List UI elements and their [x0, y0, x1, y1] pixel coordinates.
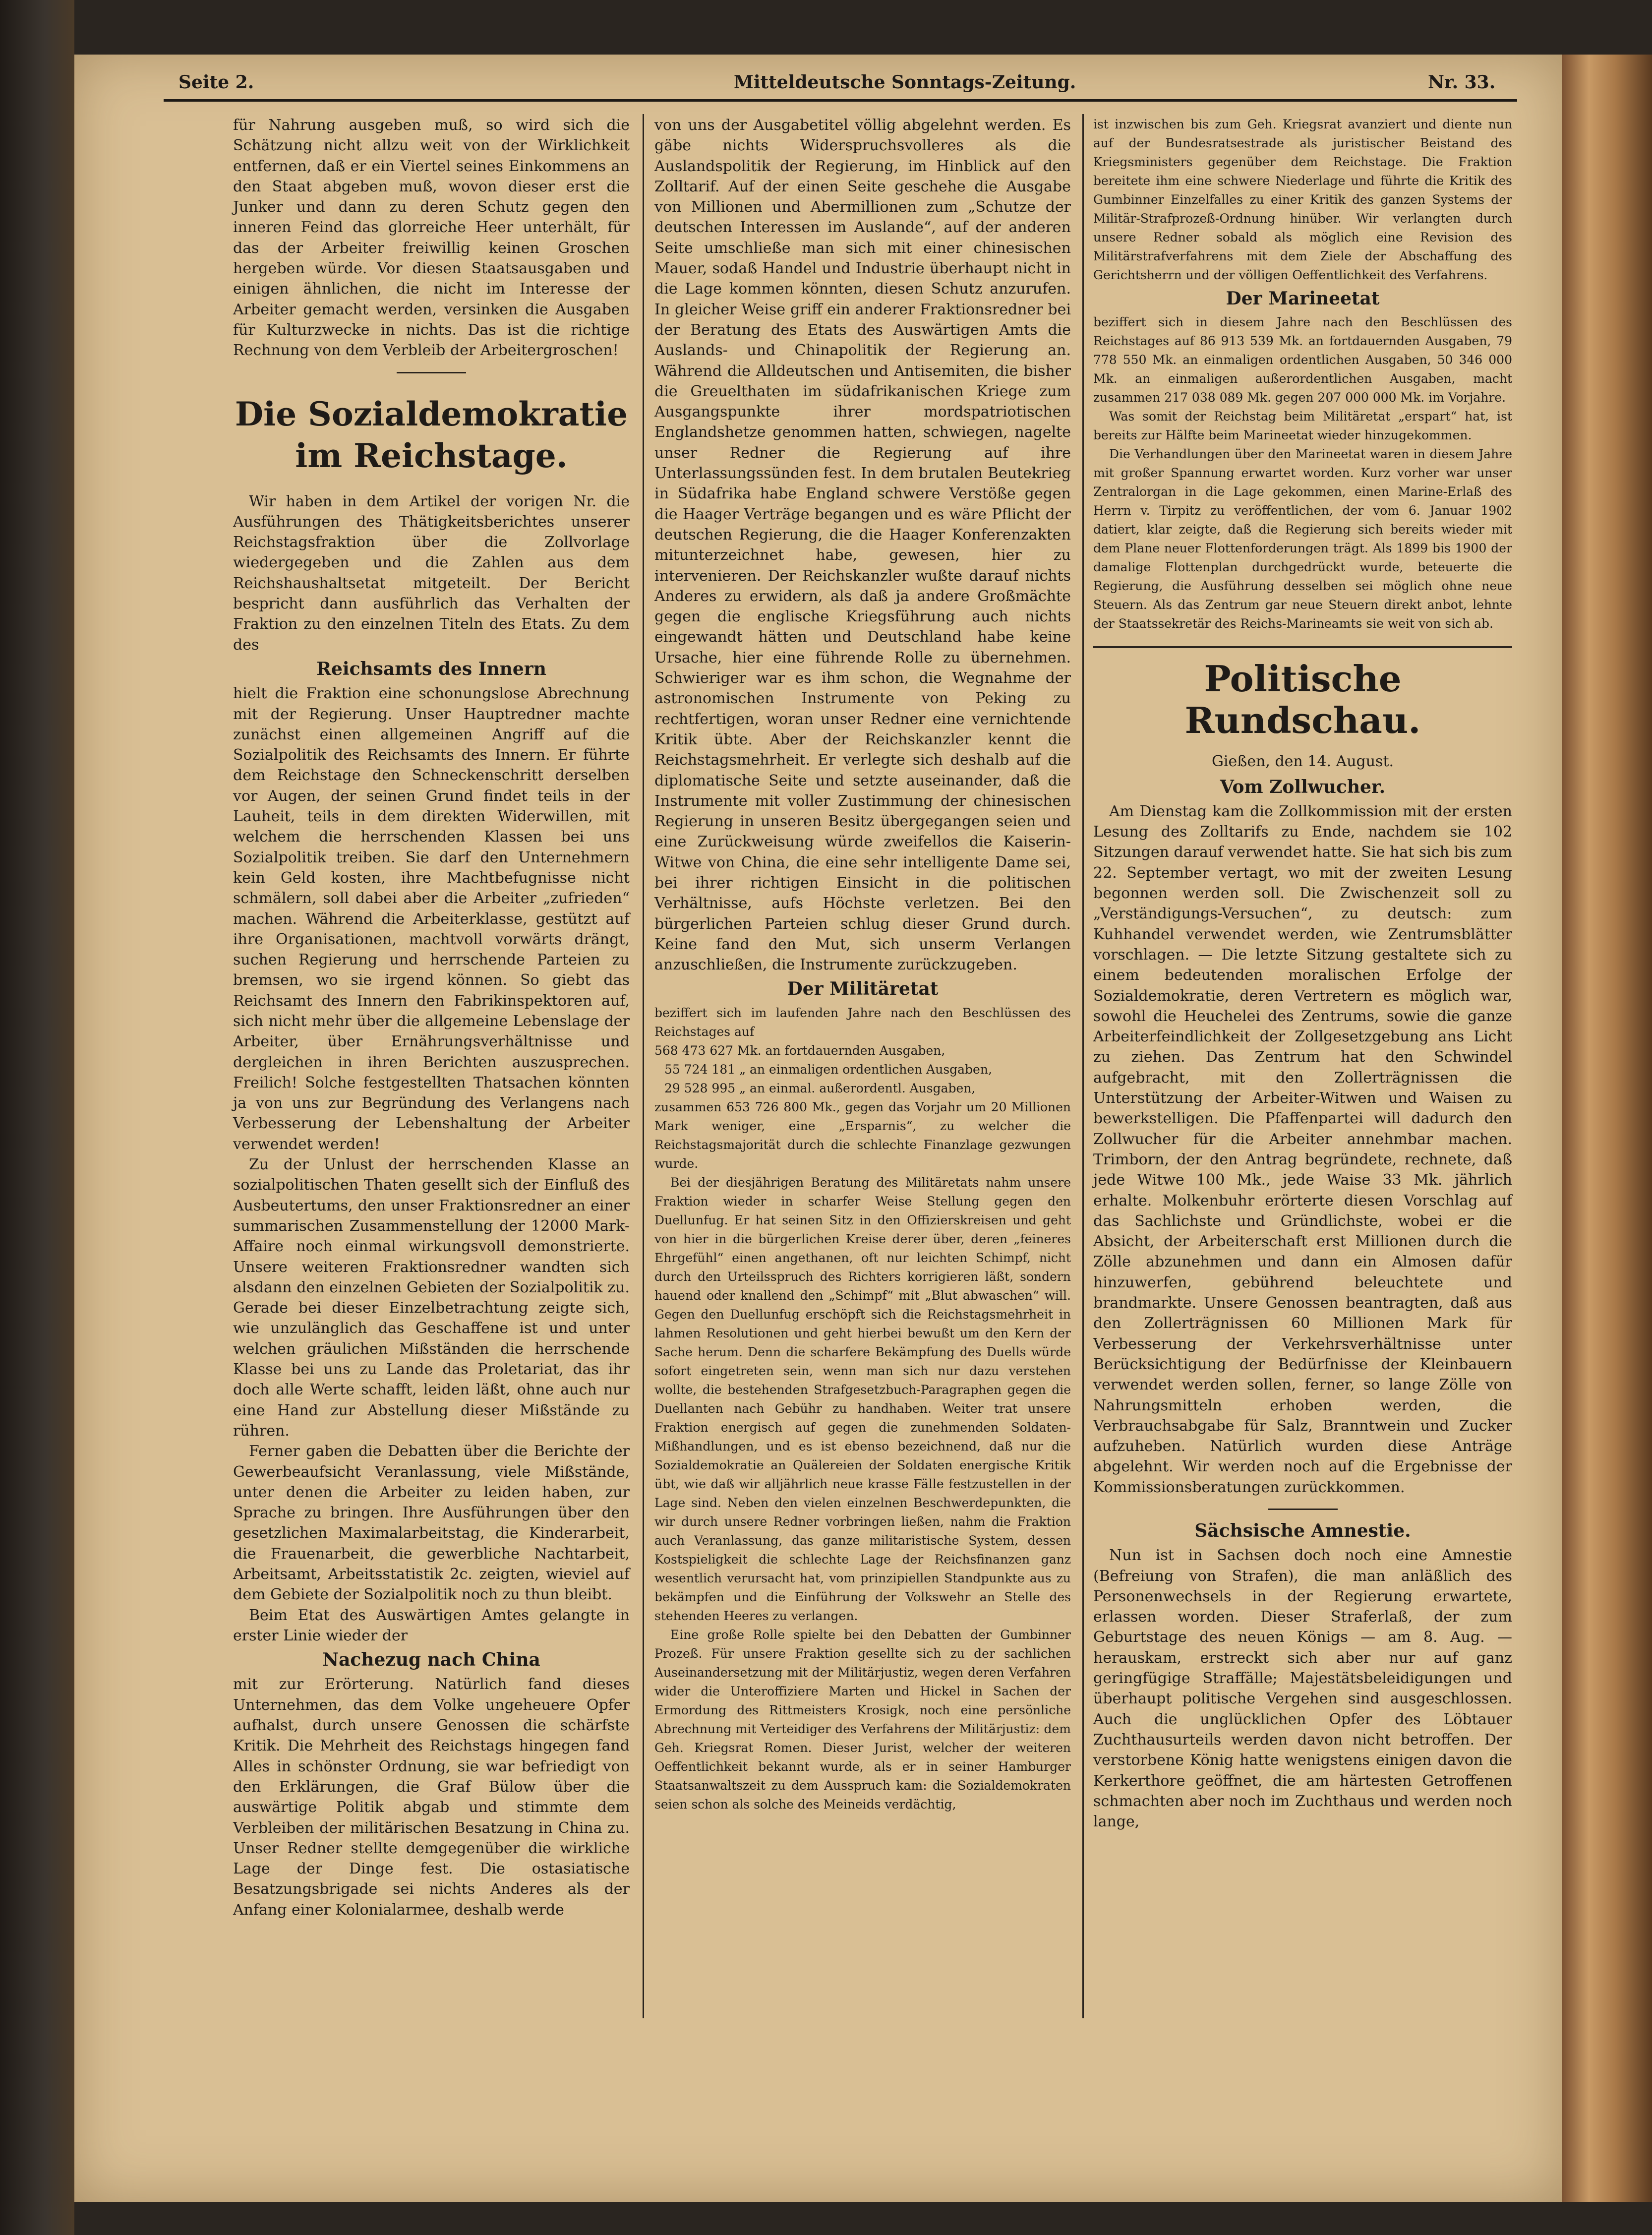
article-text: Nun ist in Sachsen doch noch eine Amnestie (Befreiung von Strafen), die man anläßlich des Personenwechsels in der Regierung erwartete, erlassen worden. Dieser Straferlaß, der zum Geburtstage des neuen Königs — am 8. Aug. — herauskam, erstreckt sich aber nur auf ganz geringfügige Straffälle; Majestätsbeleidigungen und überhaupt politische Vergehen sind ausgeschlossen. Auch die unglücklichen Opfer des Löbtauer Zuchthausurteils werden davon nicht betroffen. Der verstorbene König hatte wenigstens einigen davon die Kerkerthore geöffnet, die am härtesten Getroffenen schmachten aber noch im Zuchthaus und werden noch lange, — [1093, 1547, 1512, 1831]
article-text: Zu der Unlust der herrschenden Klasse an sozialpolitischen Thaten gesellt sich der Einfluß des Ausbeutertums, den unser Fraktionsredner an einer summarischen Zusammenstellung der 12000 Mark-Affaire noch einmal wirkungsvoll demonstrierte. Unsere weiteren Fraktionsredner wandten sich alsdann den einzelnen Gebieten der Sozialpolitik zu. Gerade bei dieser Einzelbetrachtung zeigte sich, wie unzulänglich das Geschaffene ist und unter welchen gräulichen Mißständen die herrschende Klasse bei uns zu Lande das Proletariat, das ihr doch alle Werte schafft, leiden läßt, ohne auch nur eine Hand zur Abstellung dieser Mißstände zu rühren. — [233, 1156, 630, 1440]
article-text: Beim Etat des Auswärtigen Amtes gelangte in erster Linie wieder der — [233, 1606, 630, 1644]
article-text: mit zur Erörterung. Natürlich fand dieses Unternehmen, das dem Volke ungeheuere Opfer aufhalst, durch unsere Genossen die schärfste Kritik. Die Mehrheit des Reichstags hingegen fand Alles in schönster Ordnung, sie war befriedigt von den Erklärungen, die Graf Bülow über die auswärtige Politik abgab und stimmte dem Verbleiben der militärischen Besatzung in China zu. Unser Redner stellte demgegenüber die wirkliche Lage der Dinge fest. Die ostasiatische Besatzungsbrigade sei nichts Anderes als der Anfang einer Kolonialarmee, deshalb werde — [233, 1676, 630, 1919]
article-text: hielt die Fraktion eine schonungslose Abrechnung mit der Regierung. Unser Hauptredner machte zunächst einen allgemeinen Angriff auf die Sozialpolitik des Reichsamts des Innern. Er führte dem Reichstage den Schneckenschritt derselben vor Augen, der seinen Grund findet teils in der Lauheit, teils in dem direkten Widerwillen, mit welchem die herrschenden Klassen bei uns Sozialpolitik treiben. Sie darf den Unternehmern kein Geld kosten, ihre Machtbefugnisse nicht schmälern, soll dabei aber die Arbeiter „zufrieden“ machen. Während die Arbeiterklasse, gestützt auf ihre Organisationen, machtvoll vorwärts drängt, suchen Regierung und herrschende Parteien zu bremsen, wo sie irgend können. So giebt das Reichsamt des Innern den Fabrikinspektoren auf, sich nicht mehr über die allgemeine Lebenslage der Arbeiter, über Ernährungsverhältnisse und dergleichen in ihren Berichten auszusprechen. Freilich! Solche festgestellten Thatsachen könnten ja von uns zur Begründung des Verlangens nach Verbesserung der Lebenshaltung der Arbeiter verwendet werden! — [233, 685, 630, 1153]
section-heading: Der Militäretat — [787, 978, 939, 1000]
column-rule — [643, 114, 644, 2018]
issue-number: Nr. 33. — [1428, 72, 1496, 93]
page-number-label: Seite 2. — [178, 72, 254, 93]
article-headline: Die Sozialdemokratie im Reichstage. — [235, 394, 628, 475]
figure-line: 568 473 627 Mk. an fortdauernden Ausgaben, — [654, 1043, 945, 1058]
article-text: Am Dienstag kam die Zollkommission mit der ersten Lesung des Zolltarifs zu Ende, nachdem sie 102 Sitzungen darauf verwendet hatte. Sie hat sich bis zum 22. September vertagt, wo mit der zweiten Lesung begonnen werden soll. Die Zwischenzeit soll zu „Verständigungs-Versuchen“, zu deutsch: zum Kuhhandel verwendet werden, wie Zentrumsblätter vorschlagen. — Die letzte Sitzung gestaltete sich zu einem bedeutenden moralischen Erfolge der Sozialdemokratie, deren Vertretern es möglich war, sowohl die Heuchelei des Zentrums, sowie die ganze Arbeiterfeindlichkeit der Zollgesetzgebung ans Licht zu ziehen. Das Zentrum hat den Schwindel aufgebracht, mit den Zollerträgnissen die Unterstützung der Arbeiter-Witwen und Waisen zu bewerkstelligen. Die Pfaffenpartei will dadurch den Zollwucher für die Arbeiter annehmbar machen. Trimborn, der den Antrag begründete, rechnete, daß jede Witwe 100 Mk., jede Waise 33 Mk. jährlich erhalte. Molkenbuhr erörterte diesen Vorschlag auf das Sachlichste und Gründlichste, wobei er die Absicht, der Arbeiterschaft erst Millionen durch die Zölle abzunehmen und dann ein Almosen dafür hinzuwerfen, gebührend beleuchtete und brandmarkte. Unsere Genossen beantragten, daß aus den Zollerträgnissen 60 Millionen Mark für Verbesserung der Verkehrsverhältnisse unter Berücksichtigung der Bedürfnisse der Kleinbauern verwendet werden sollen, ferner, so lange Zölle von Nahrungsmitteln erhoben werden, die Verbrauchsabgabe für Salz, Branntwein und Zucker aufzuheben. Natürlich wurden diese Anträge abgelehnt. Wir werden noch auf die Ergebnisse der Kommissionsberatungen zurückkommen. — [1093, 802, 1512, 1496]
rundschau-headline: Politische Rundschau. — [1184, 658, 1421, 742]
column-2 — [654, 115, 1071, 1814]
figure-line: 55 724 181 „ an einmaligen ordentlichen Ausgaben, — [664, 1062, 992, 1077]
book-spine — [0, 0, 74, 2235]
article-text: beziffert sich in diesem Jahre nach den Beschlüssen des Reichstages auf 86 913 539 Mk. an fortdauernden Ausgaben, 79 778 550 Mk. an einmaligen ordentlichen Ausgaben, 50 346 000 Mk. an einmaligen außerordentlichen Ausgaben, macht zusammen 217 038 089 Mk. gegen 207 000 000 Mk. im Vorjahre. — [1093, 315, 1512, 405]
section-heading: Der Marineetat — [1226, 288, 1380, 309]
section-heading: Reichsamts des Innern — [316, 658, 546, 679]
column-1 — [233, 115, 630, 1920]
article-text: von uns der Ausgabetitel völlig abgelehnt werden. Es gäbe nichts Widerspruchsvolleres als die Auslandspolitik der Regierung, im Hinblick auf den Zolltarif. Auf der einen Seite geschehe die Ausgabe von Millionen und Abermillionen zum „Schutze der deutschen Interessen im Auslande“, auf der anderen Seite umschließe man sich mit einer chinesischen Mauer, sodaß Handel und Industrie überhaupt nicht in die Lage kommen könnten, diesen Schutz anzurufen. In gleicher Weise griff ein anderer Fraktionsredner bei der Beratung des Etats des Auswärtigen Amts die Auslands- und Chinapolitik der Regierung an. Während die Alldeutschen und Antisemiten, die bisher die Greuelthaten im südafrikanischen Kriege zum Ausgangspunkte ihrer mordspatriotischen Englandshetze genommen hatten, schwiegen, nagelte unser Redner die Regierung auf ihre Unterlassungssünden fest. In dem brutalen Beutekrieg in Südafrika habe England schwere Verstöße gegen die Haager Verträge begangen und es wäre Pflicht der deutschen Regierung, die die Haager Konferenzakten mitunterzeichnet habe, gewesen, hier zu intervenieren. Der Reichskanzler wußte darauf nichts Anderes zu erwidern, als daß ja andere Großmächte gegen die englische Kriegsführung auch nichts eingewandt hätten und Deutschland habe keine Ursache, hier eine führende Rolle zu übernehmen. Schwieriger war es ihm schon, die Wegnahme der astronomischen Instrumente von Peking zu rechtfertigen, woran unser Redner eine vernichtende Kritik übte. Aber der Reichskanzler kennt die Reichstagsmehrheit. Er verlegte sich deshalb auf die diplomatische Seite und setzte auseinander, daß die Instrumente mit voller Zustimmung der chinesischen Regierung in unseren Besitz übergegangen seien und eine Zurückweisung würde zweifellos die Kaiserin-Witwe von China, die eine sehr intelligente Dame sei, bei ihrer richtigen Einsicht in die politischen Verhältnisse, aufs Höchste verletzen. Bei den bürgerlichen Parteien schlug dieser Grund durch. Keine fand den Mut, sich unserm Verlangen anzuschließen, die Instrumente zurückzugeben. — [654, 117, 1071, 974]
section-heading: Nachezug nach China — [322, 1649, 540, 1671]
adjacent-page-edge — [1562, 55, 1652, 2202]
header-rule — [164, 99, 1517, 102]
figure-total: zusammen 653 726 800 Mk., gegen das Vorjahr um 20 Millionen Mark weniger, eine „Ersparnis“, zu welcher die Reichstagsmajorität durch die schlechte Finanzlage gezwungen wurde. — [654, 1099, 1071, 1171]
section-rule — [1093, 646, 1512, 648]
section-heading: Sächsische Amnestie. — [1194, 1520, 1411, 1541]
article-text: für Nahrung ausgeben muß, so wird sich die Schätzung nicht allzu weit von der Wirklichkeit entfernen, daß er ein Viertel seines Einkommens an den Staat abgeben muß, wovon dieser erst die Junker und dann zu deren Schutz gegen den inneren Feind das glorreiche Heer unterhält, für das der Arbeiter freiwillig keinen Groschen hergeben würde. Vor diesen Staatsausgaben und einigen ähnlichen, die nicht im Interesse der Arbeiter gemacht werden, versinken die Ausgaben für Kulturzwecke in nichts. Das ist die richtige Rechnung von dem Verbleib der Arbeitergroschen! — [233, 117, 630, 360]
article-text: ist inzwischen bis zum Geh. Kriegsrat avanziert und diente nun auf der Bundesratsestrade als juristischer Beistand des Kriegsministers gegenüber dem Reichstage. Die Fraktion bereitete ihm eine schwere Niederlage und führte die Kritik des Gumbinner Einzelfalles zu einer Kritik des ganzen Systems der Militär-Strafprozeß-Ordnung hinüber. Wir verlangten durch unsere Redner sobald als möglich eine Revision des Militärstrafverfahrens mit dem Ziele der Abschaffung des Gerichtsherrn und der völligen Oeffentlichkeit des Verfahrens. — [1093, 117, 1512, 282]
article-text: Die Verhandlungen über den Marineetat waren in diesem Jahre mit großer Spannung erwartet worden. Kurz vorher war unser Zentralorgan in die Lage gekommen, einen Marine-Erlaß des Herrn v. Tirpitz zu veröffentlichen, der vom 6. Januar 1902 datiert, klar zeigte, daß die Regierung sich bereits wieder mit dem Plane neuer Flottenforderungen trägt. Als 1899 bis 1900 der damalige Flottenplan durchgedrückt wurde, beteuerte die Regierung, die Ausführung desselben sei möglich ohne neue Steuern. Als das Zentrum gar neue Steuern direkt anbot, lehnte der Staatssekretär des Reichs-Marineamts sie weit von sich ab. — [1093, 447, 1512, 631]
section-heading: Vom Zollwucher. — [1220, 776, 1386, 797]
column-rule — [1082, 114, 1084, 2018]
article-text: Wir haben in dem Artikel der vorigen Nr. die Ausführungen des Thätigkeitsberichtes unserer Reichstagsfraktion über die Zollvorlage wiedergegeben und die Zahlen aus dem Reichshaushaltsetat mitgeteilt. Der Bericht bespricht dann ausführlich das Verhalten der Fraktion zu den einzelnen Titeln des Etats. Zu dem des — [233, 492, 630, 654]
column-3 — [1093, 115, 1512, 1832]
article-text: Eine große Rolle spielte bei den Debatten der Gumbinner Prozeß. Für unsere Fraktion gesellte sich zu der sachlichen Auseinandersetzung mit der Militärjustiz, wegen deren Verfahren wider die Unteroffiziere Marten und Hickel in Sachen der Ermordung des Rittmeisters Krosigk, noch eine persönliche Abrechnung mit Verteidiger des Verfahrens der Militärjustiz: dem Geh. Kriegsrat Romen. Dieser Jurist, welcher der weiteren Oeffentlichkeit bekannt wurde, als er in seiner Hamburger Staatsanwaltszeit zu dem Ausspruch kam: die Sozialdemokraten seien schon als solche des Meineids verdächtig, — [654, 1627, 1071, 1812]
article-text: Ferner gaben die Debatten über die Berichte der Gewerbeaufsicht Veranlassung, viele Mißstände, unter denen die Arbeiter zu leiden haben, zur Sprache zu bringen. Ihre Ausführungen über den gesetzlichen Maximalarbeitstag, die Kinderarbeit, die Frauenarbeit, die gewerbliche Nachtarbeit, Arbeitsamt, Arbeitsstatistik 2c. zeigten, wieviel auf dem Gebiete der Sozialpolitik noch zu thun bleibt. — [233, 1443, 630, 1604]
separator-rule — [1268, 1509, 1338, 1510]
dateline: Gießen, den 14. August. — [1211, 753, 1394, 771]
article-text: Bei der diesjährigen Beratung des Militäretats nahm unsere Fraktion wieder in scharfer Weise Stellung gegen den Duellunfug. Er hat seinen Sitz in den Offizierskreisen und geht von hier in die bürgerlichen Kreise derer über, deren „feineres Ehrgefühl“ einen angethanen, oft nur leichten Schimpf, nicht durch den Urteilsspruch des Richters korrigieren läßt, sondern hauend oder knallend den „Schimpf“ mit „Blut abwaschen“ will. Gegen den Duellunfug erschöpft sich die Reichstagsmehrheit in lahmen Resolutionen und geht hierbei bewußt um den Kern der Sache herum. Denn die scharfere Bekämpfung des Duells würde sofort eingetreten sein, wenn man sich nur dazu verstehen wollte, die bestehenden Strafgesetzbuch-Paragraphen gegen die Duellanten nach Gebühr zu handhaben. Weiter trat unsere Fraktion energisch auf gegen die zunehmenden Soldaten-Mißhandlungen, und es ist ebenso bezeichnend, daß nur die Sozialdemokratie an Quälereien der Soldaten energische Kritik übt, wie daß wir alljährlich neue krasse Fälle festzustellen in der Lage sind. Neben den vielen einzelnen Beschwerdepunkten, die wir durch unsere Redner vorbringen ließen, nahm die Fraktion auch Veranlassung, das ganze militaristische System, dessen Kostspieligkeit die schlechte Lage der Reichsfinanzen ganz wesentlich verursacht hat, vom prinzipiellen Standpunkte aus zu bekämpfen und die Einführung der Volkswehr an Stelle des stehenden Heeres zu verlangen. — [654, 1175, 1071, 1623]
article-text: beziffert sich im laufenden Jahre nach den Beschlüssen des Reichstages auf — [654, 1005, 1071, 1039]
figure-line: 29 528 995 „ an einmal. außerordentl. Ausgaben, — [664, 1081, 976, 1095]
separator-rule — [397, 372, 466, 373]
masthead-title: Mitteldeutsche Sonntags-Zeitung. — [734, 72, 1076, 93]
article-text: Was somit der Reichstag beim Militäretat „erspart“ hat, ist bereits zur Hälfte beim Marineetat wieder hinzugekommen. — [1093, 409, 1512, 443]
